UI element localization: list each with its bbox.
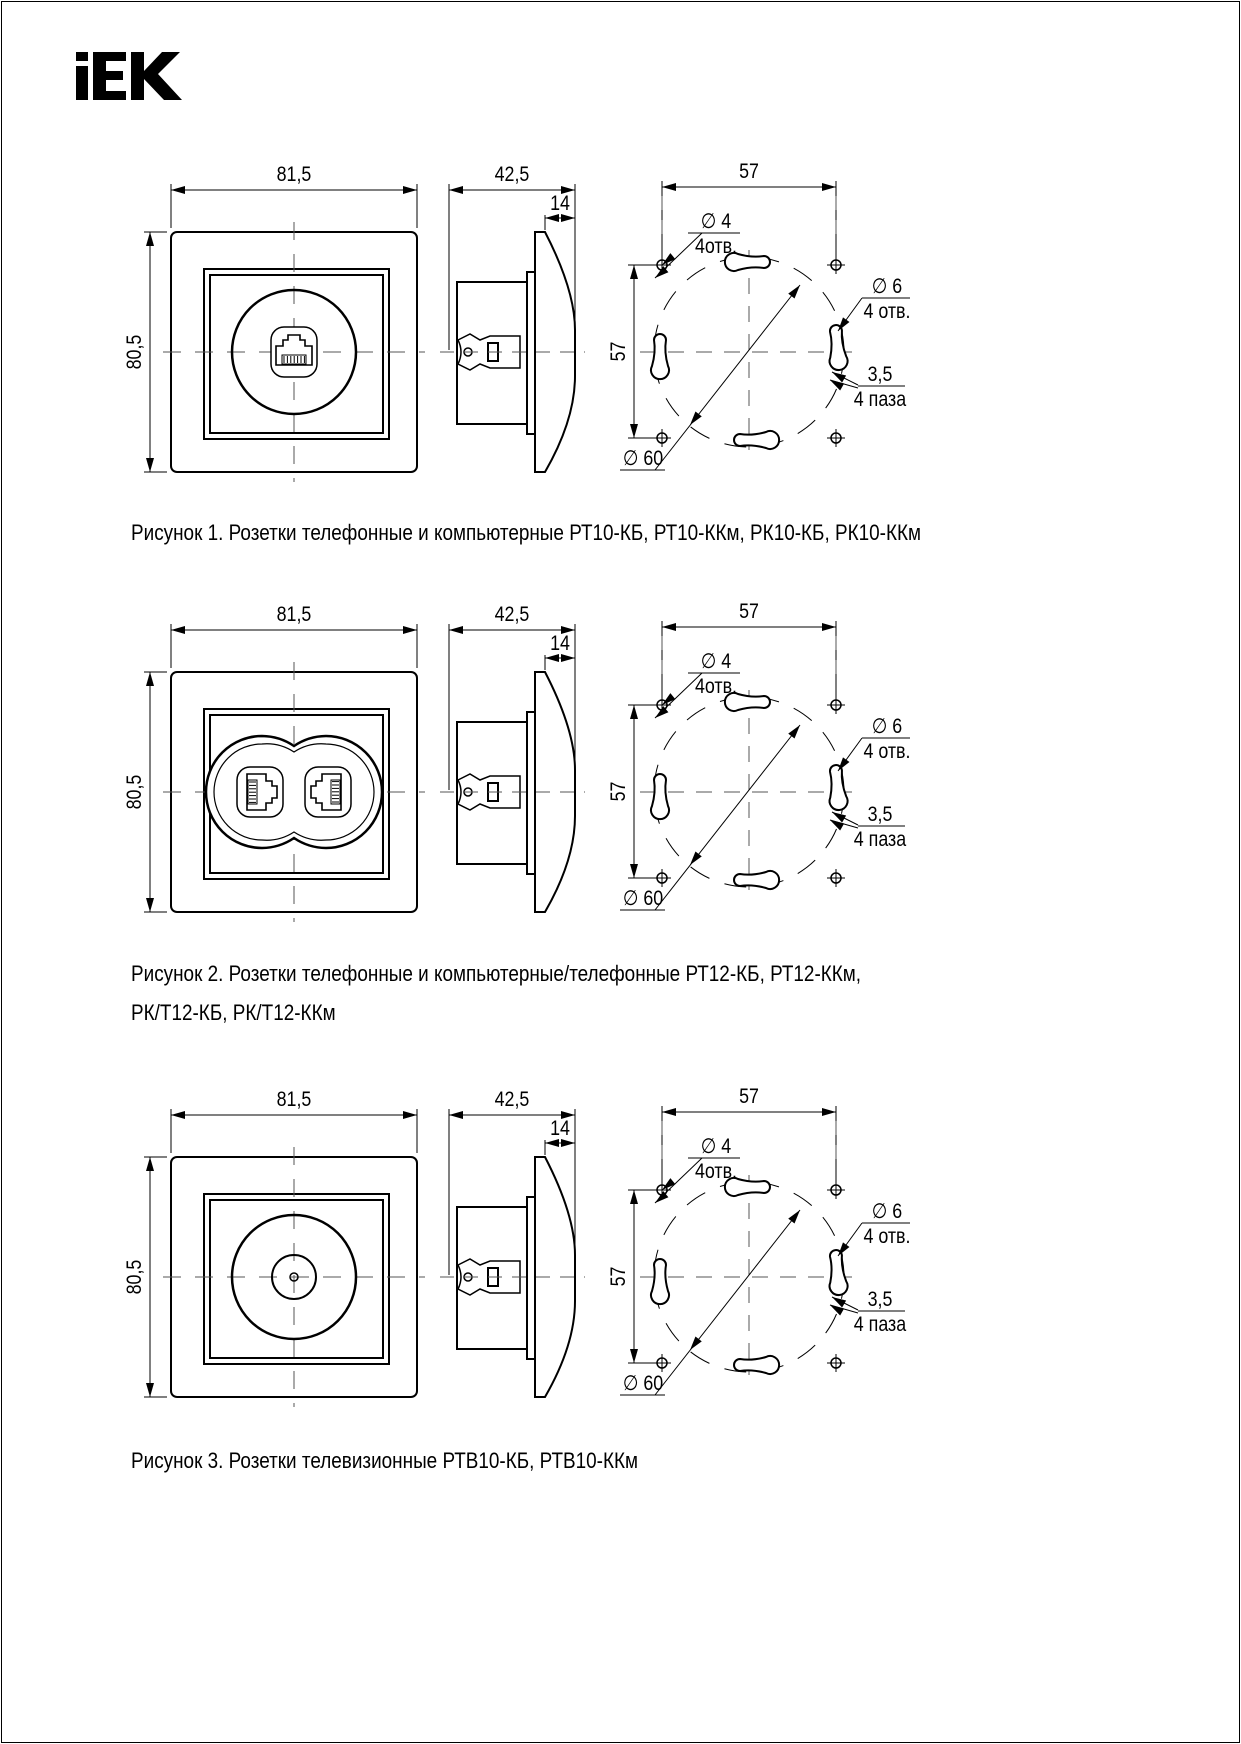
dim-mount-vertical: 57 bbox=[606, 1266, 631, 1287]
arrowhead bbox=[403, 186, 417, 194]
keyhole-slot bbox=[826, 324, 848, 371]
arrowhead bbox=[403, 1111, 417, 1119]
dim-mount-vertical: 57 bbox=[606, 781, 631, 802]
double-socket-cover bbox=[206, 736, 382, 848]
side-view bbox=[440, 1088, 585, 1397]
arrowhead bbox=[822, 1108, 836, 1116]
mounting-view bbox=[607, 1085, 911, 1396]
keyhole-slot bbox=[734, 871, 779, 889]
dim-plate-thickness: 14 bbox=[550, 631, 570, 656]
dim-mount-vertical: 57 bbox=[606, 341, 631, 362]
keyhole-slot bbox=[651, 1259, 669, 1304]
arrowhead bbox=[630, 1349, 638, 1363]
dim-hole-count: 4отв. bbox=[694, 674, 738, 699]
mounting-flange bbox=[527, 1197, 535, 1359]
caption-line: РК/Т12-КБ, РК/Т12-ККм bbox=[131, 1000, 336, 1025]
arrowhead bbox=[630, 1190, 638, 1204]
arrowhead bbox=[630, 864, 638, 878]
dim-plate-thickness: 14 bbox=[550, 191, 570, 216]
side-view bbox=[440, 163, 585, 472]
keyhole-slot bbox=[651, 774, 669, 819]
keyhole-slot bbox=[826, 1249, 848, 1296]
dim-groove-count: 4 паза bbox=[853, 827, 907, 852]
arrowhead bbox=[146, 458, 154, 472]
dim-slot-count: 4 отв. bbox=[863, 1224, 911, 1249]
arrowhead bbox=[662, 693, 675, 705]
arrowhead bbox=[788, 1210, 800, 1223]
dim-slot-diameter: ∅ 6 bbox=[871, 1199, 903, 1224]
dim-slot-count: 4 отв. bbox=[863, 299, 911, 324]
dim-depth: 42,5 bbox=[494, 162, 530, 187]
arrowhead bbox=[146, 672, 154, 686]
arrowhead bbox=[822, 623, 836, 631]
front-view bbox=[123, 163, 425, 482]
arrowhead bbox=[630, 265, 638, 279]
arrowhead bbox=[171, 626, 185, 634]
dim-mount-horizontal: 57 bbox=[739, 599, 759, 624]
arrowhead bbox=[662, 1178, 675, 1190]
figure-2 bbox=[123, 600, 911, 922]
mounting-flange bbox=[527, 712, 535, 874]
arrowhead bbox=[690, 852, 702, 865]
dim-hole-diameter: ∅ 4 bbox=[700, 649, 732, 674]
side-view bbox=[440, 603, 585, 912]
dim-mount-horizontal: 57 bbox=[739, 159, 759, 184]
arrowhead bbox=[662, 1108, 676, 1116]
arrowhead bbox=[146, 898, 154, 912]
arrowhead bbox=[630, 705, 638, 719]
dim-front-width: 81,5 bbox=[276, 162, 312, 187]
dim-front-width: 81,5 bbox=[276, 602, 312, 627]
dim-hole-diameter: ∅ 4 bbox=[700, 1134, 732, 1159]
dim-mount-horizontal: 57 bbox=[739, 1084, 759, 1109]
keyhole-slot bbox=[734, 1356, 779, 1374]
dim-groove-size: 3,5 bbox=[867, 362, 893, 387]
dim-hole-diameter: ∅ 4 bbox=[700, 209, 732, 234]
arrowhead bbox=[630, 424, 638, 438]
arrowhead bbox=[788, 725, 800, 738]
keyhole-slot bbox=[826, 764, 848, 811]
dim-depth: 42,5 bbox=[494, 1087, 530, 1112]
dim-slot-diameter: ∅ 6 bbox=[871, 714, 903, 739]
arrowhead bbox=[146, 1383, 154, 1397]
dim-front-height: 80,5 bbox=[122, 774, 147, 810]
dim-front-height: 80,5 bbox=[122, 1259, 147, 1295]
mounting-view bbox=[607, 600, 911, 911]
front-view bbox=[123, 1088, 425, 1407]
dim-circle-diameter: ∅ 60 bbox=[622, 886, 664, 911]
keyhole-slot bbox=[734, 431, 779, 449]
mounting-view bbox=[607, 160, 911, 471]
arrowhead bbox=[449, 186, 463, 194]
dim-front-width: 81,5 bbox=[276, 1087, 312, 1112]
arrowhead bbox=[662, 623, 676, 631]
arrowhead bbox=[788, 285, 800, 298]
dim-front-height: 80,5 bbox=[122, 334, 147, 370]
dim-slot-count: 4 отв. bbox=[863, 739, 911, 764]
arrowhead bbox=[838, 757, 849, 771]
dim-hole-count: 4отв. bbox=[694, 234, 738, 259]
figure-3 bbox=[123, 1085, 911, 1407]
arrowhead bbox=[662, 253, 675, 265]
keyhole-slot bbox=[651, 334, 669, 379]
dim-circle-diameter: ∅ 60 bbox=[622, 446, 664, 471]
figure-1 bbox=[123, 160, 911, 482]
dim-groove-size: 3,5 bbox=[867, 1287, 893, 1312]
dim-hole-count: 4отв. bbox=[694, 1159, 738, 1184]
arrowhead bbox=[662, 183, 676, 191]
caption-line: Рисунок 3. Розетки телевизионные РТВ10-КБ, РТВ10-ККм bbox=[131, 1448, 639, 1473]
dim-groove-size: 3,5 bbox=[867, 802, 893, 827]
arrowhead bbox=[822, 183, 836, 191]
arrowhead bbox=[146, 1157, 154, 1171]
arrowhead bbox=[838, 1242, 849, 1256]
dim-groove-count: 4 паза bbox=[853, 1312, 907, 1337]
arrowhead bbox=[146, 232, 154, 246]
dim-circle-diameter: ∅ 60 bbox=[622, 1371, 664, 1396]
arrowhead bbox=[403, 626, 417, 634]
arrowhead bbox=[171, 1111, 185, 1119]
arrowhead bbox=[171, 186, 185, 194]
front-view bbox=[123, 603, 425, 922]
arrowhead bbox=[838, 317, 849, 331]
dim-slot-diameter: ∅ 6 bbox=[871, 274, 903, 299]
mounting-flange bbox=[527, 272, 535, 434]
dim-depth: 42,5 bbox=[494, 602, 530, 627]
arrowhead bbox=[690, 412, 702, 425]
arrowhead bbox=[449, 626, 463, 634]
dim-plate-thickness: 14 bbox=[550, 1116, 570, 1141]
arrowhead bbox=[449, 1111, 463, 1119]
caption-line: Рисунок 1. Розетки телефонные и компьютерные РТ10-КБ, РТ10-ККм, РК10-КБ, РК10-ККм bbox=[131, 520, 922, 545]
dim-groove-count: 4 паза bbox=[853, 387, 907, 412]
arrowhead bbox=[690, 1337, 702, 1350]
caption-line: Рисунок 2. Розетки телефонные и компьютерные/телефонные РТ12-КБ, РТ12-ККм, bbox=[131, 961, 862, 986]
